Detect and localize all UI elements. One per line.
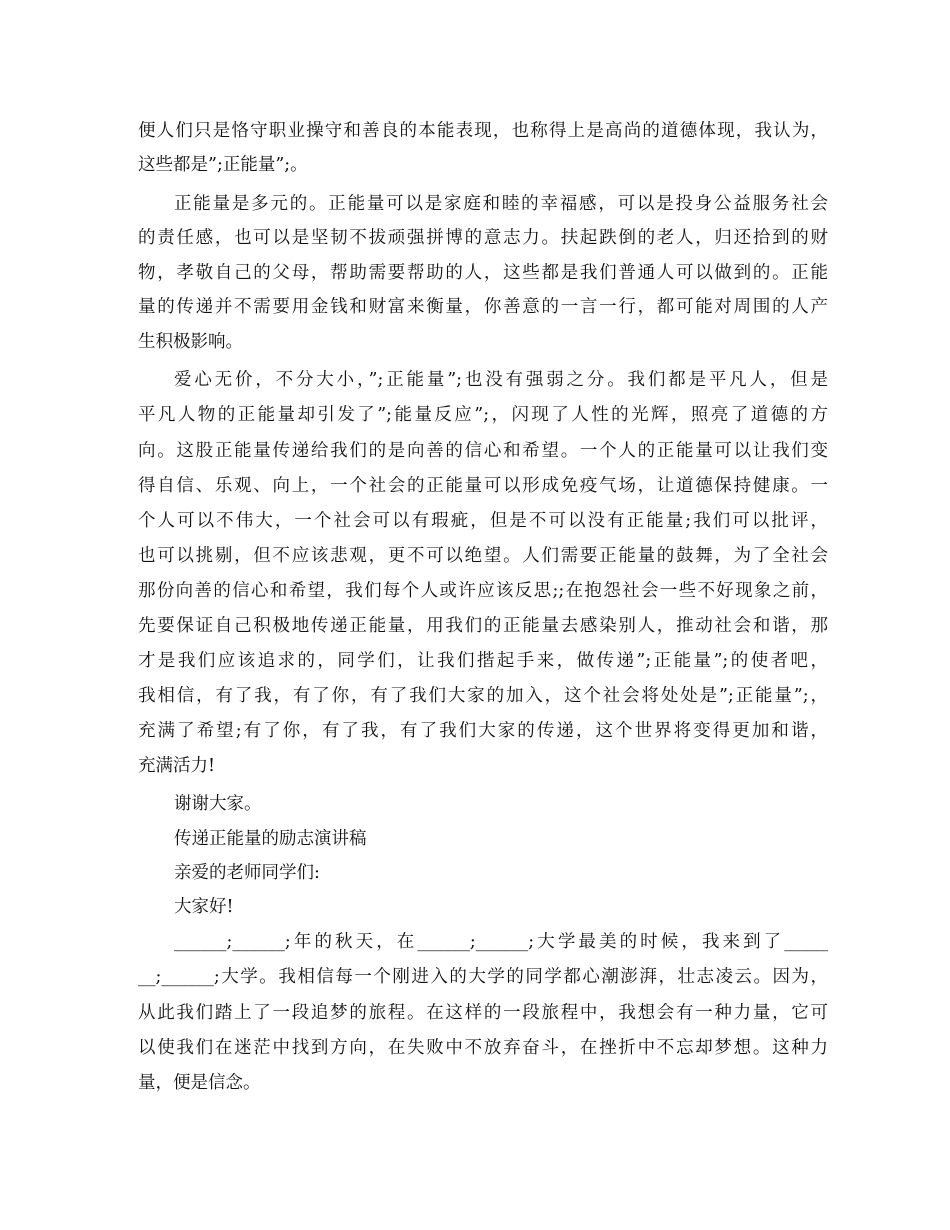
text-line: 爱心无价，不分大小，”;正能量”;也没有强弱之分。我们都是平凡人，但是 — [174, 370, 828, 390]
text-line: 亲爱的老师同学们: — [174, 863, 320, 883]
text-line: 大家好! — [174, 897, 234, 917]
text-line: 我相信，有了我，有了你，有了我们大家的加入，这个社会将处处是”;正能量”;， — [138, 686, 828, 706]
text-line: 充满了希望;有了你，有了我，有了我们大家的传递，这个世界将变得更加和谐， — [138, 721, 828, 741]
text-line: 物，孝敬自己的父母，帮助需要帮助的人，这些都是我们普通人可以做到的。正能 — [138, 263, 828, 283]
text-line: ______;______;年的秋天，在______;______;大学最美的时候，我来到了_____ — [174, 932, 828, 952]
text-line: 量，便是信念。 — [138, 1073, 261, 1093]
text-line: 那份向善的信心和希望，我们每个人或许应该反思;;在抱怨社会一些不好现象之前， — [138, 581, 828, 601]
text-line: 以使我们在迷茫中找到方向，在失败中不放弃奋斗，在挫折中不忘却梦想。这种力 — [138, 1038, 828, 1058]
text-line: 个人可以不伟大，一个社会可以有瑕疵，但是不可以没有正能量;我们可以批评， — [138, 511, 828, 531]
text-line: 生积极影响。 — [138, 332, 243, 352]
text-line: 谢谢大家。 — [174, 794, 262, 814]
document-heading: 传递正能量的励志演讲稿 — [174, 829, 367, 849]
text-line: 的责任感，也可以是坚韧不拔顽强拼博的意志力。扶起跌倒的老人，归还拾到的财 — [138, 228, 828, 248]
text-line: 量的传递并不需要用金钱和财富来衡量，你善意的一言一行，都可能对周围的人产 — [138, 297, 828, 317]
text-line: 这些都是”;正能量”;。 — [138, 155, 308, 175]
text-line: __;______;大学。我相信每一个刚进入的大学的同学都心潮澎湃，壮志凌云。因为， — [138, 967, 828, 987]
text-line: 得自信、乐观、向上，一个社会的正能量可以形成免疫气场，让道德保持健康。一 — [138, 476, 828, 496]
text-line: 正能量是多元的。正能量可以是家庭和睦的幸福感，可以是投身公益服务社会 — [174, 194, 828, 214]
text-line: 也可以挑剔，但不应该悲观，更不可以绝望。人们需要正能量的鼓舞，为了全社会 — [138, 546, 828, 566]
text-line: 平凡人物的正能量却引发了”;能量反应”;，闪现了人性的光辉，照亮了道德的方 — [138, 405, 828, 425]
text-line: 先要保证自己积极地传递正能量，用我们的正能量去感染别人，推动社会和谐，那 — [138, 616, 828, 636]
text-line: 向。这股正能量传递给我们的是向善的信心和希望。一个人的正能量可以让我们变 — [138, 441, 828, 461]
text-line: 才是我们应该追求的，同学们，让我们揩起手来，做传递”;正能量”;的使者吧， — [138, 651, 828, 671]
text-line: 便人们只是恪守职业操守和善良的本能表现，也称得上是高尚的道德体现，我认为， — [138, 121, 828, 141]
text-line: 从此我们踏上了一段追梦的旅程。在这样的一段旅程中，我想会有一种力量，它可 — [138, 1003, 828, 1023]
text-line: 充满活力! — [138, 756, 216, 776]
